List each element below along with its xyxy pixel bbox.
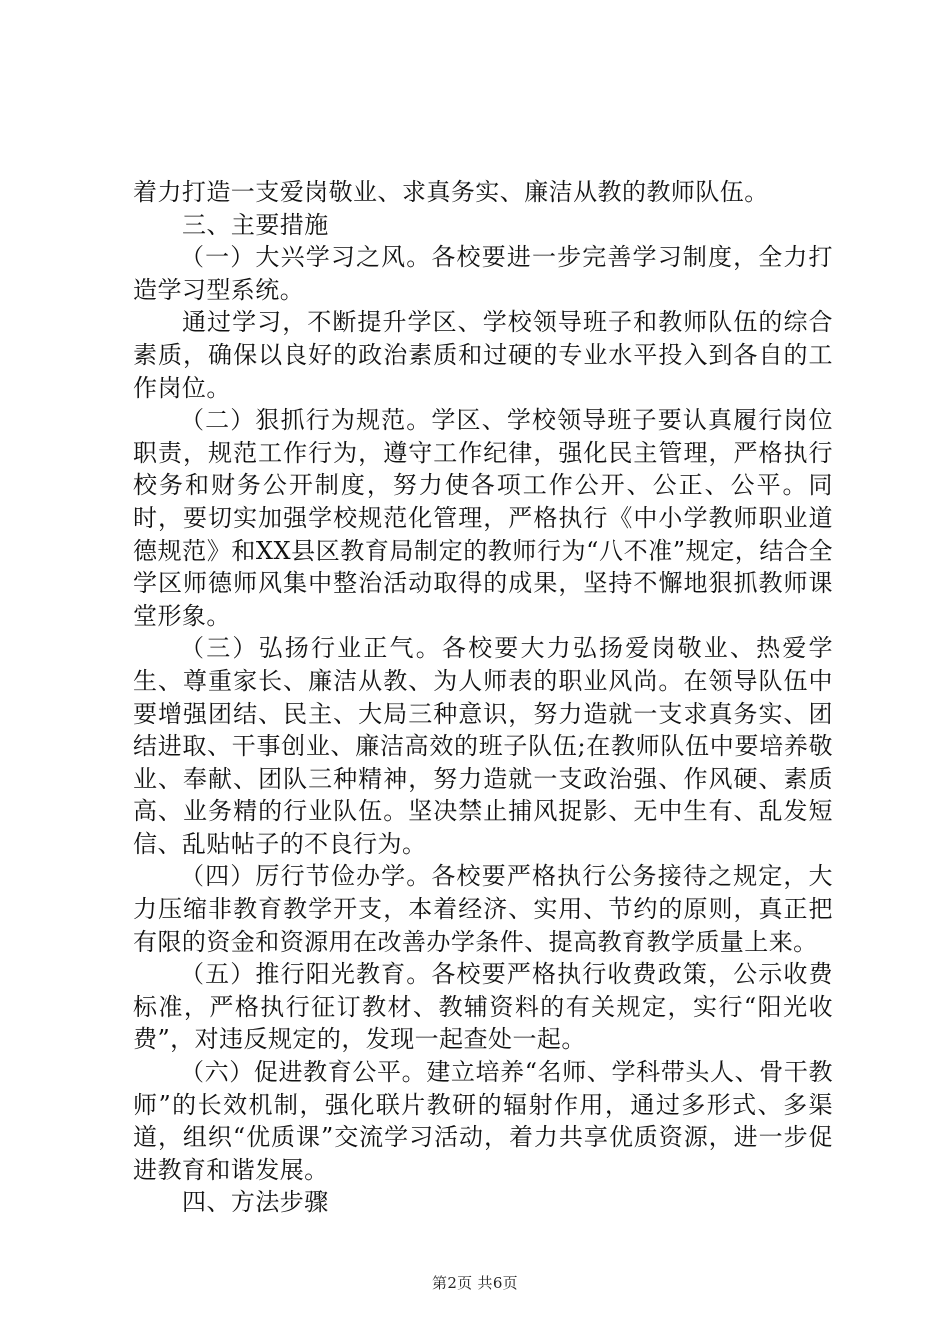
section-heading-steps: 四、方法步骤 bbox=[182, 1188, 329, 1217]
document-body bbox=[133, 176, 833, 1219]
measure-2-paragraph: （二）狠抓行为规范。学区、学校领导班子要认真履行岗位职责，规范工作行为，遵守工作纪律，强化民主管理，严格执行校务和财务公开制度，努力使各项工作公开、公正、公平。同时，要切实加强学校规范化管理，严格执行《中小学教师职业道德规范》和XX县区教育局制定的教师行为“八不准”规定，结合全学区师德师风集中整治活动取得的成果，坚持不懈地狠抓教师课堂形象。 bbox=[133, 406, 833, 630]
page-number-footer: 第2页 共6页 bbox=[432, 1274, 518, 1292]
measure-6-paragraph: （六）促进教育公平。建立培养“名师、学科带头人、骨干教师”的长效机制，强化联片教研的辐射作用，通过多形式、多渠道，组织“优质课”交流学习活动，着力共享优质资源，进一步促进教育和谐发展。 bbox=[133, 1058, 833, 1184]
measure-5-paragraph: （五）推行阳光教育。各校要严格执行收费政策，公示收费标准，严格执行征订教材、教辅资料的有关规定，实行“阳光收费”，对违反规定的，发现一起查处一起。 bbox=[133, 960, 833, 1054]
paragraph-continuation: 着力打造一支爱岗敬业、求真务实、廉洁从教的教师队伍。 bbox=[133, 178, 769, 206]
measure-1-paragraph: （一）大兴学习之风。各校要进一步完善学习制度，全力打造学习型系统。 bbox=[133, 243, 833, 304]
measure-3-paragraph: （三）弘扬行业正气。各校要大力弘扬爱岗敬业、热爱学生、尊重家长、廉洁从教、为人师表的职业风尚。在领导队伍中要增强团结、民主、大局三种意识，努力造就一支求真务实、团结进取、干事创业、廉洁高效的班子队伍;在教师队伍中要培养敬业、奉献、团队三种精神，努力造就一支政治强、作风硬、素质高、业务精的行业队伍。坚决禁止捕风捉影、无中生有、乱发短信、乱贴帖子的不良行为。 bbox=[133, 634, 833, 858]
measure-4-paragraph: （四）厉行节俭办学。各校要严格执行公务接待之规定，大力压缩非教育教学开支，本着经济、实用、节约的原则，真正把有限的资金和资源用在改善办学条件、提高教育教学质量上来。 bbox=[133, 862, 833, 956]
section-heading-measures: 三、主要措施 bbox=[182, 210, 329, 239]
measure-1-detail-paragraph: 通过学习，不断提升学区、学校领导班子和教师队伍的综合素质，确保以良好的政治素质和过硬的专业水平投入到各自的工作岗位。 bbox=[133, 308, 833, 402]
